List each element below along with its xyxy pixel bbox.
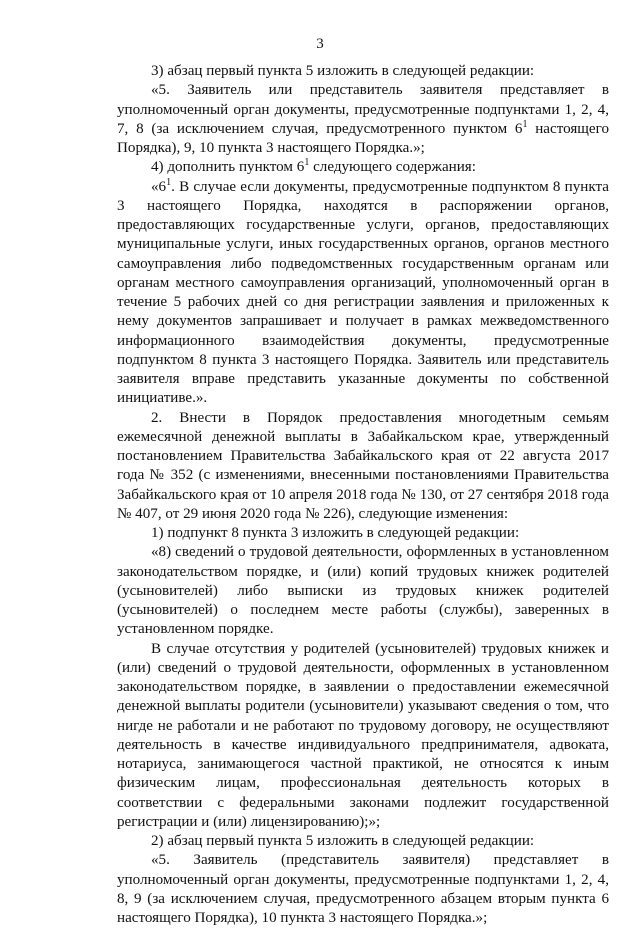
paragraph-p7: «8) сведений о трудовой деятельности, оформленных в установленном законодательством порядке, и (или) копий трудовых книжек родителей (усыновителей) либо выписки из трудовых книжек родителей (усыновителей) о последнем месте работы (службы), заверенных в установленном порядке.	[117, 544, 609, 638]
paragraph-p9: 2) абзац первый пункта 5 изложить в следующей редакции:	[151, 833, 535, 849]
paragraph-p4: «$6^1$. В случае если документы, предусмотренные подпунктом 8 пункта 3 настоящего Порядка, находятся в распоряжении органов, предоставляющих государственные услуги, органов, предоставляющих муниципальные услуги, иных государственных органов, органов местного самоуправления либо подведомственных государственным органам или органам местного самоуправления организаций, уполномоченный орган в течение 5 рабочих дней со дня регистрации заявления и приложенных к нему документов запрашивает и получает в рамках межведомственного информационного взаимодействия документы, предусмотренные подпунктом 8 пункта 3 настоящего Порядка. Заявитель или представитель заявителя вправе представить указанные документы по собственной инициативе.».	[117, 176, 609, 407]
document-body	[117, 62, 609, 928]
paragraph-p6: 1) подпункт 8 пункта 3 изложить в следующей редакции:	[151, 525, 520, 541]
paragraph-p2: «5. Заявитель или представитель заявителя представляет в уполномоченный орган документы, предусмотренные подпунктами 1, 2, 4, 7, 8 (за исключением случая, предусмотренного пунктом $6^1$ настоящего Порядка), 9, 10 пункта 3 настоящего Порядка.»;	[117, 82, 609, 156]
paragraph-p5: 2. Внести в Порядок предоставления многодетным семьям ежемесячной денежной выплаты в Забайкальском крае, утвержденный постановлением Правительства Забайкальского края от 22 августа 2017 года № 352 (с изменениями, внесенными постановлениями Правительства Забайкальского края от 10 апреля 2018 года № 130, от 27 сентября 2018 года № 407, от 29 июня 2020 года № 226), следующие изменения:	[117, 409, 609, 522]
paragraph-p3: 4) дополнить пунктом $6^1$ следующего содержания:	[151, 157, 476, 176]
page-number: 3	[316, 36, 324, 52]
paragraph-p1: 3) абзац первый пункта 5 изложить в следующей редакции:	[151, 63, 535, 79]
paragraph-p8: В случае отсутствия у родителей (усыновителей) трудовых книжек и (или) сведений о трудовой деятельности, оформленных в установленном законодательством порядке, в заявлении о предоставлении ежемесячной денежной выплаты родители (усыновители) указывают сведения о том, что нигде не работали и не работают по трудовому договору, не осуществляют деятельность в качестве индивидуального предпринимателя, адвоката, нотариуса, занимающегося частной практикой, не относятся к иным физическим лицам, профессиональная деятельность которых в соответствии с федеральными законами подлежит государственной регистрации и (или) лицензированию);»;	[117, 640, 609, 830]
paragraph-p10: «5. Заявитель (представитель заявителя) представляет в уполномоченный орган документы, предусмотренные подпунктами 1, 2, 4, 8, 9 (за исключением случая, предусмотренного абзацем вторым пункта 6 настоящего Порядка), 10 пункта 3 настоящего Порядка.»;	[117, 852, 609, 926]
